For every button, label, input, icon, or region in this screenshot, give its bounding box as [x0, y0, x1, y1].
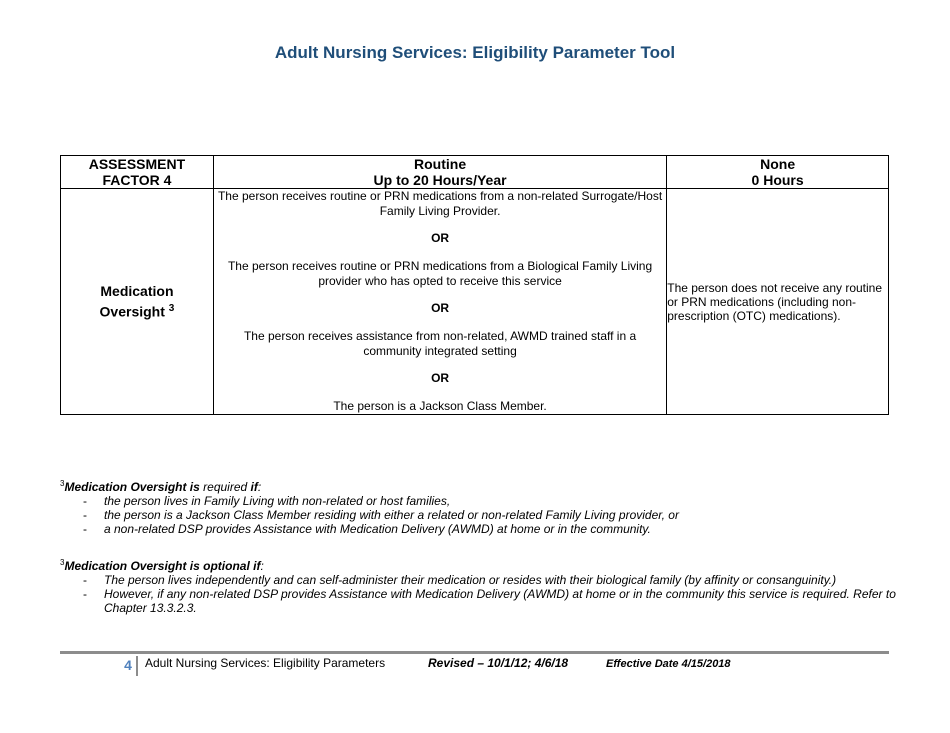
required-note-colon: : — [257, 480, 262, 494]
header-routine — [213, 156, 666, 189]
header-routine-line1: Routine — [414, 156, 467, 172]
footer-revised: Revised – 10/1/12; 4/6/18 — [428, 656, 569, 670]
page-footer — [0, 656, 950, 676]
header-assessment-line1: ASSESSMENT — [88, 156, 186, 172]
footer-doc-name: Adult Nursing Services: Eligibility Parameters — [145, 656, 386, 670]
eligibility-table — [60, 155, 889, 415]
required-note-lead-plain: required — [199, 480, 251, 494]
or-separator: OR — [431, 231, 450, 245]
dash-bullet: - — [83, 508, 87, 522]
factor-footnote-ref: 3 — [168, 302, 175, 314]
required-note-sup: 3 — [60, 479, 65, 488]
header-none — [667, 156, 889, 189]
dash-bullet: - — [83, 587, 87, 601]
optional-item-2: However, if any non-related DSP provides Assistance with Medication Delivery (AWMD) at home or in the community this service is required. Refer to Chapter 13.3.2.3. — [104, 587, 896, 615]
required-item-3: a non-related DSP provides Assistance with Medication Delivery (AWMD) at home or in the community. — [104, 522, 651, 536]
or-separator: OR — [431, 371, 450, 385]
header-assessment-factor — [61, 156, 214, 189]
list-item — [60, 522, 900, 536]
footer-effective-date: Effective Date 4/15/2018 — [606, 658, 731, 670]
table-header-row — [61, 156, 889, 189]
list-item — [60, 494, 900, 508]
or-separator: OR — [431, 301, 450, 315]
required-note-heading — [60, 477, 900, 494]
routine-criterion-3: The person receives assistance from non-related, AWMD trained staff in a community integrated setting — [243, 329, 637, 358]
routine-criterion-2: The person receives routine or PRN medications from a Biological Family Living provider who has opted to receive this service — [227, 259, 653, 288]
optional-note-list — [60, 573, 900, 615]
optional-note-heading — [60, 556, 900, 573]
header-none-line2: 0 Hours — [751, 172, 804, 188]
footer-divider — [60, 651, 889, 654]
factor-label: Medication — [100, 282, 174, 299]
routine-criterion-4: The person is a Jackson Class Member. — [333, 399, 547, 413]
factor-label-line2 — [61, 300, 213, 321]
required-item-2: the person is a Jackson Class Member residing with either a related or non-related Family Living provider, or — [104, 508, 679, 522]
dash-bullet: - — [83, 573, 87, 587]
header-assessment-line2: FACTOR 4 — [102, 172, 172, 188]
required-note-list — [60, 494, 900, 536]
required-note-if: if — [250, 480, 258, 494]
page-number: 4 — [120, 656, 138, 676]
routine-cell — [213, 189, 666, 415]
list-item — [60, 587, 900, 615]
list-item — [60, 573, 900, 587]
optional-item-1: The person lives independently and can self-administer their medication or resides with their biological family (by affinity or consanguinity.) — [104, 573, 837, 587]
optional-note-sup: 3 — [60, 558, 65, 567]
required-item-1: the person lives in Family Living with non-related or host families, — [104, 494, 451, 508]
optional-note-colon: : — [260, 559, 264, 573]
routine-criterion-1: The person receives routine or PRN medications from a non-related Surrogate/Host Family Living Provider. — [217, 189, 663, 218]
optional-note-lead: Medication Oversight is optional if — [64, 559, 261, 573]
none-cell: The person does not receive any routine or PRN medications (including non-prescription (OTC) medications). — [667, 189, 889, 415]
required-note-lead: Medication Oversight is — [64, 480, 200, 494]
table-row — [61, 189, 889, 415]
factor-label-2: Oversight — [99, 303, 165, 320]
dash-bullet: - — [83, 494, 87, 508]
factor-cell — [61, 189, 214, 415]
page-title: Adult Nursing Services: Eligibility Parameter Tool — [274, 43, 676, 62]
dash-bullet: - — [83, 522, 87, 536]
spacer — [60, 536, 900, 556]
list-item — [60, 508, 900, 522]
header-routine-line2: Up to 20 Hours/Year — [373, 172, 507, 188]
header-none-line1: None — [760, 156, 796, 172]
footnotes — [60, 477, 900, 615]
